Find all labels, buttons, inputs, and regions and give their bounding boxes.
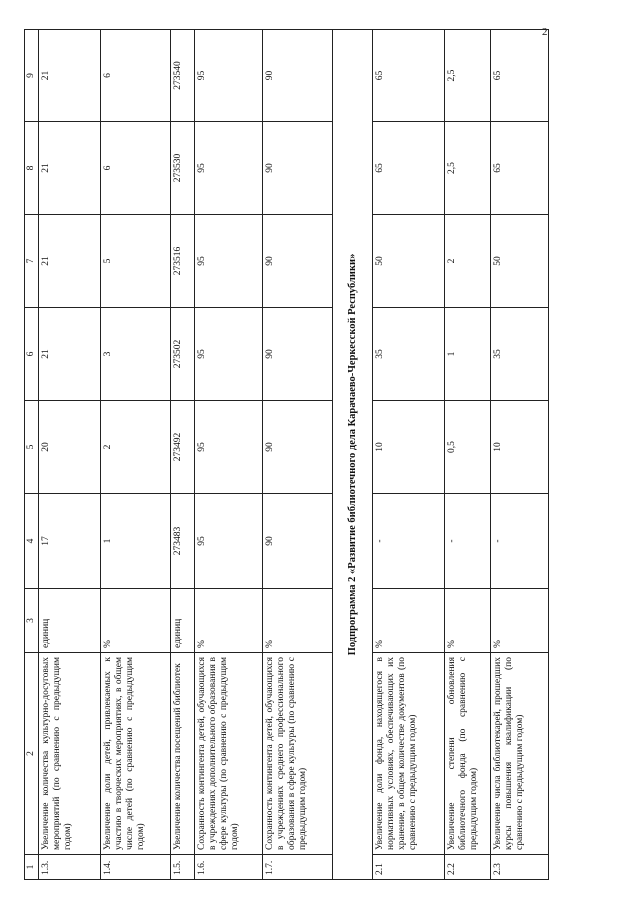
value-cell: 273540 bbox=[171, 30, 195, 122]
indicators-table bbox=[24, 29, 549, 880]
value-cell: 21 bbox=[39, 122, 101, 215]
row-number: 1.6. bbox=[195, 855, 263, 880]
value-cell: 90 bbox=[263, 122, 333, 215]
value-cell: 3 bbox=[101, 308, 171, 401]
table-row bbox=[195, 30, 263, 880]
col-header: 3 bbox=[25, 589, 39, 653]
unit-cell: единиц bbox=[171, 589, 195, 653]
row-number: 2.2 bbox=[445, 855, 491, 880]
table-row bbox=[39, 30, 101, 880]
value-cell: - bbox=[373, 494, 445, 589]
unit-cell: % bbox=[491, 589, 549, 653]
value-cell: 2 bbox=[445, 215, 491, 308]
indicator-description: Увеличение доли фонда, находящегося в нормативных условиях, обеспечивающих их хранение, в общем количестве документов (по сравнению с предыдущим годом) bbox=[373, 653, 445, 855]
value-cell: 273483 bbox=[171, 494, 195, 589]
col-header: 4 bbox=[25, 494, 39, 589]
value-cell: 5 bbox=[101, 215, 171, 308]
value-cell: 6 bbox=[101, 30, 171, 122]
value-cell: - bbox=[445, 494, 491, 589]
value-cell: 50 bbox=[373, 215, 445, 308]
col-header: 1 bbox=[25, 855, 39, 880]
table-row bbox=[263, 30, 333, 880]
unit-cell: % bbox=[373, 589, 445, 653]
value-cell: 17 bbox=[39, 494, 101, 589]
value-cell: 95 bbox=[195, 494, 263, 589]
indicator-description: Увеличение числа библиотекарей, прошедших курсы повышения квалификации (по сравнению с предыдущим годом) bbox=[491, 653, 549, 855]
row-number: 2.1 bbox=[373, 855, 445, 880]
table-row bbox=[491, 30, 549, 880]
value-cell: 95 bbox=[195, 122, 263, 215]
value-cell: 273502 bbox=[171, 308, 195, 401]
row-number: 2.3 bbox=[491, 855, 549, 880]
unit-cell: % bbox=[263, 589, 333, 653]
value-cell: 90 bbox=[263, 494, 333, 589]
value-cell: 90 bbox=[263, 401, 333, 494]
unit-cell: % bbox=[445, 589, 491, 653]
indicator-description: Увеличение доли детей, привлекаемых к участию в творческих мероприятиях, в общем числе детей (по сравнению с предыдущим годом) bbox=[101, 653, 171, 855]
value-cell: 2,5 bbox=[445, 30, 491, 122]
value-cell: 95 bbox=[195, 215, 263, 308]
value-cell: 10 bbox=[491, 401, 549, 494]
row-number: 1.5. bbox=[171, 855, 195, 880]
table-row bbox=[101, 30, 171, 880]
table-row bbox=[373, 30, 445, 880]
col-header: 6 bbox=[25, 308, 39, 401]
value-cell: 35 bbox=[491, 308, 549, 401]
value-cell: 20 bbox=[39, 401, 101, 494]
indicator-description: Сохранность контингента детей, обучающихся в учреждениях среднего профессионального образования в сфере культуры (по сравнению с предыдущим годом) bbox=[263, 653, 333, 855]
value-cell: 273516 bbox=[171, 215, 195, 308]
subprogram-title: Подпрограмма 2 «Развитие библиотечного дела Карачаево-Черкесской Республики» bbox=[333, 30, 373, 880]
rotated-table-wrapper bbox=[24, 30, 594, 880]
value-cell: 2,5 bbox=[445, 122, 491, 215]
table-row bbox=[445, 30, 491, 880]
indicator-description: Увеличение степени обновления библиотечного фонда (по сравнению с предыдущим годом) bbox=[445, 653, 491, 855]
value-cell: 65 bbox=[491, 122, 549, 215]
value-cell: 65 bbox=[373, 30, 445, 122]
col-header: 7 bbox=[25, 215, 39, 308]
unit-cell: % bbox=[101, 589, 171, 653]
indicator-description: Сохранность контингента детей, обучающихся в учреждениях дополнительного образования в сфере культуры (по сравнению с предыдущим годом) bbox=[195, 653, 263, 855]
value-cell: 6 bbox=[101, 122, 171, 215]
value-cell: 21 bbox=[39, 308, 101, 401]
value-cell: 35 bbox=[373, 308, 445, 401]
value-cell: 0,5 bbox=[445, 401, 491, 494]
value-cell: 65 bbox=[491, 30, 549, 122]
value-cell: - bbox=[491, 494, 549, 589]
value-cell: 1 bbox=[101, 494, 171, 589]
value-cell: 273492 bbox=[171, 401, 195, 494]
value-cell: 1 bbox=[445, 308, 491, 401]
column-numbers-row bbox=[25, 30, 39, 880]
value-cell: 90 bbox=[263, 308, 333, 401]
col-header: 5 bbox=[25, 401, 39, 494]
col-header: 8 bbox=[25, 122, 39, 215]
value-cell: 21 bbox=[39, 215, 101, 308]
value-cell: 90 bbox=[263, 30, 333, 122]
page-number: 2 bbox=[542, 26, 548, 38]
row-number: 1.4. bbox=[101, 855, 171, 880]
value-cell: 50 bbox=[491, 215, 549, 308]
value-cell: 21 bbox=[39, 30, 101, 122]
value-cell: 2 bbox=[101, 401, 171, 494]
row-number: 1.7. bbox=[263, 855, 333, 880]
value-cell: 10 bbox=[373, 401, 445, 494]
unit-cell: % bbox=[195, 589, 263, 653]
value-cell: 90 bbox=[263, 215, 333, 308]
value-cell: 95 bbox=[195, 308, 263, 401]
subprogram-header-row bbox=[333, 30, 373, 880]
unit-cell: единиц bbox=[39, 589, 101, 653]
col-header: 2 bbox=[25, 653, 39, 855]
value-cell: 273530 bbox=[171, 122, 195, 215]
indicator-description: Увеличение количества посещений библиотек bbox=[171, 653, 195, 855]
value-cell: 95 bbox=[195, 401, 263, 494]
indicator-description: Увеличение количества культурно-досуговых мероприятий (по сравнению с предыдущим годом) bbox=[39, 653, 101, 855]
table-row bbox=[171, 30, 195, 880]
value-cell: 65 bbox=[373, 122, 445, 215]
col-header: 9 bbox=[25, 30, 39, 122]
row-number: 1.3. bbox=[39, 855, 101, 880]
value-cell: 95 bbox=[195, 30, 263, 122]
